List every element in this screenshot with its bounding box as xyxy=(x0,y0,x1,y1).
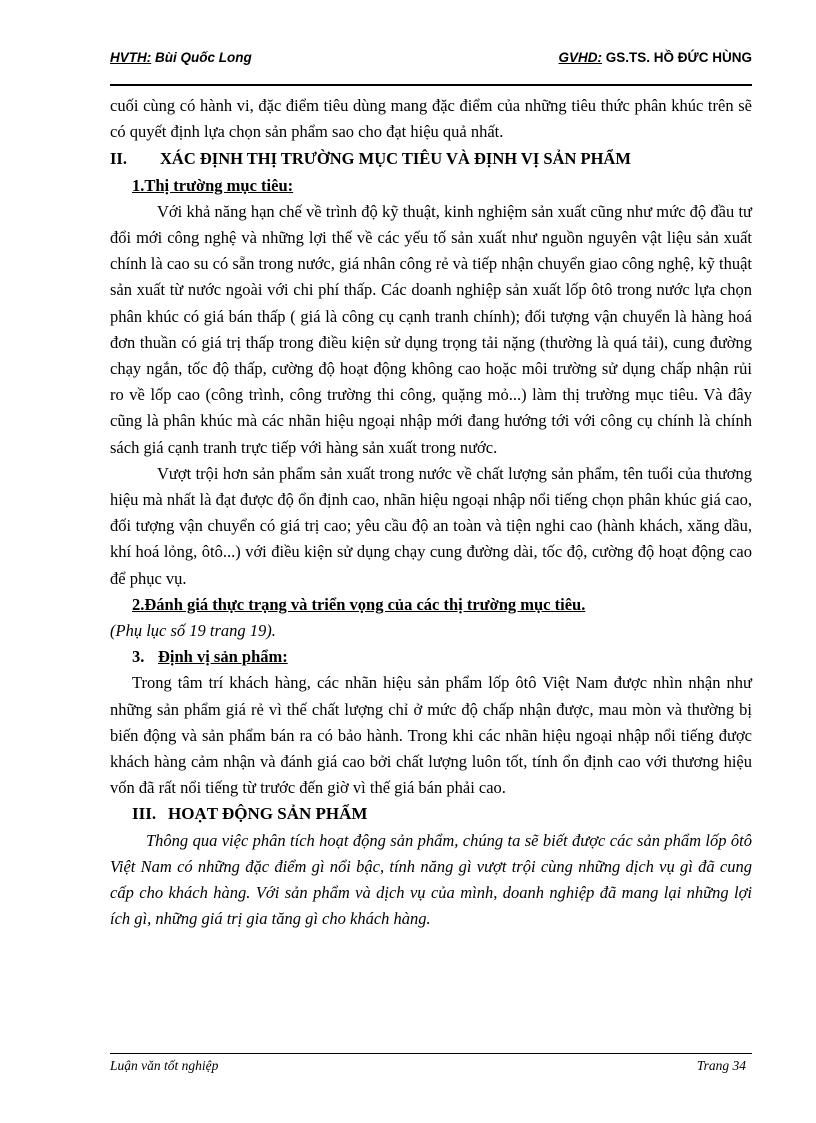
paragraph-sub3: Trong tâm trí khách hàng, các nhãn hiệu sản phẩm lốp ôtô Việt Nam được nhìn nhận như những sản phẩm giá rẻ vì thế chất lượng chỉ ở mức độ chấp nhận được, mau mòn và thường bị biến động và sản phẩm bán ra có bảo hành. Trong khi các nhãn hiệu ngoại nhập nổi tiếng được khách hàng cảm nhận và đánh giá cao bởi chất lượng luôn tốt, tính ổn định cao với thương hiệu vốn đã rất nổi tiếng từ trước đến giờ vì thế giá bán phải cao. xyxy=(110,673,752,798)
paragraph-sub1-b: Vượt trội hơn sản phẩm sản xuất trong nước về chất lượng sản phẩm, tên tuổi của thương hiệu mà nhất là đạt được độ ổn định cao, nhãn hiệu ngoại nhập nổi tiếng chọn phân khúc giá cao, đối tượng vận chuyển có giá trị cao; yêu cầu độ an toàn và tiện nghi cao (hành khách, xăng dầu, khí hoá lỏng, ôtô...) với điều kiện sử dụng chạy cung đường dài, tốc độ, cường độ hoạt động cao để phục vụ. xyxy=(110,463,752,588)
subsection-3-heading xyxy=(110,644,752,670)
paragraph-intro: cuối cùng có hành vi, đặc điểm tiêu dùng mang đặc điểm của những tiêu thức phân khúc trên sẽ có quyết định lựa chọn sản phẩm sao cho đạt hiệu quả nhất. xyxy=(110,96,752,142)
page-body xyxy=(110,93,752,933)
subsection-3-title: Định vị sản phẩm: xyxy=(158,647,288,667)
section-2-heading xyxy=(110,146,752,172)
header-advisor xyxy=(559,50,752,65)
page-header xyxy=(110,50,752,72)
header-author xyxy=(110,50,252,65)
section-3-title: HOẠT ĐỘNG SẢN PHẨM xyxy=(168,804,368,824)
author-label: HVTH: xyxy=(110,50,152,65)
paragraph-section-3: Thông qua việc phân tích hoạt động sản phẩm, chúng ta sẽ biết được các sản phẩm lốp ôtô Việt Nam có những đặc điểm gì nổi bậc, tính năng gì vượt trội cùng những dịch vụ gì đã cung cấp cho khách hàng. Với sản phẩm và dịch vụ của mình, doanh nghiệp đã mang lại những lợi ích gì, những giá trị gia tăng gì cho khách hàng. xyxy=(110,830,752,929)
subsection-2-heading: 2.Đánh giá thực trạng và triển vọng của các thị trường mục tiêu. xyxy=(132,594,586,614)
author-name: Bùi Quốc Long xyxy=(155,50,252,65)
subsection-3-number: 3. xyxy=(132,647,145,667)
footer-thesis-label: Luận văn tốt nghiệp xyxy=(110,1058,219,1073)
page-number: Trang 34 xyxy=(696,1058,746,1073)
advisor-name: GS.TS. HỒ ĐỨC HÙNG xyxy=(605,50,752,65)
subsection-2-reference: (Phụ lục số 19 trang 19). xyxy=(110,621,276,641)
section-2-title: XÁC ĐỊNH THỊ TRƯỜNG MỤC TIÊU VÀ ĐỊNH VỊ SẢN PHẨM xyxy=(160,149,631,169)
paragraph-sub1-a: Với khả năng hạn chế về trình độ kỹ thuật, kinh nghiệm sản xuất cũng như mức độ đầu tư đổi mới công nghệ và những lợi thế về các yếu tố sản xuất như nguồn nguyên vật liệu sản xuất chính là cao su có sẵn trong nước, giá nhân công rẻ và tiếp nhận chuyển giao công nghệ, kỹ thuật sản xuất từ nước ngoài với chi phí thấp. Các doanh nghiệp sản xuất lốp ôtô trong nước lựa chọn phân khúc có giá bán thấp ( giá là công cụ cạnh tranh chính); đối tượng vận chuyển là hàng hoá đơn thuần có giá trị thấp trong điều kiện sử dụng trọng tải nặng (thường là quá tải), cung đường chạy ngắn, tốc độ thấp, cường độ hoạt động không cao hoặc môi trường sử dụng chấp nhận rủi ro về lốp cao (công trình, công trường thi công, quặng mỏ...) làm thị trường mục tiêu. Và đây cũng là phân khúc mà các nhãn hiệu ngoại nhập mới đang hướng tới với công cụ chính là chính sách giá cạnh tranh trực tiếp với hàng sản xuất trong nước. xyxy=(110,201,752,457)
subsection-2-heading-wrap xyxy=(110,592,752,618)
section-2-number: II. xyxy=(110,149,127,169)
header-divider xyxy=(110,84,752,86)
subsection-1-heading: 1.Thị trường mục tiêu: xyxy=(132,175,294,195)
footer-divider xyxy=(110,1053,752,1054)
page-footer xyxy=(110,1058,752,1078)
subsection-1-heading-wrap xyxy=(110,173,752,199)
section-3-heading xyxy=(110,801,752,827)
section-3-number: III. xyxy=(132,804,157,824)
advisor-label: GVHD: xyxy=(558,50,603,65)
